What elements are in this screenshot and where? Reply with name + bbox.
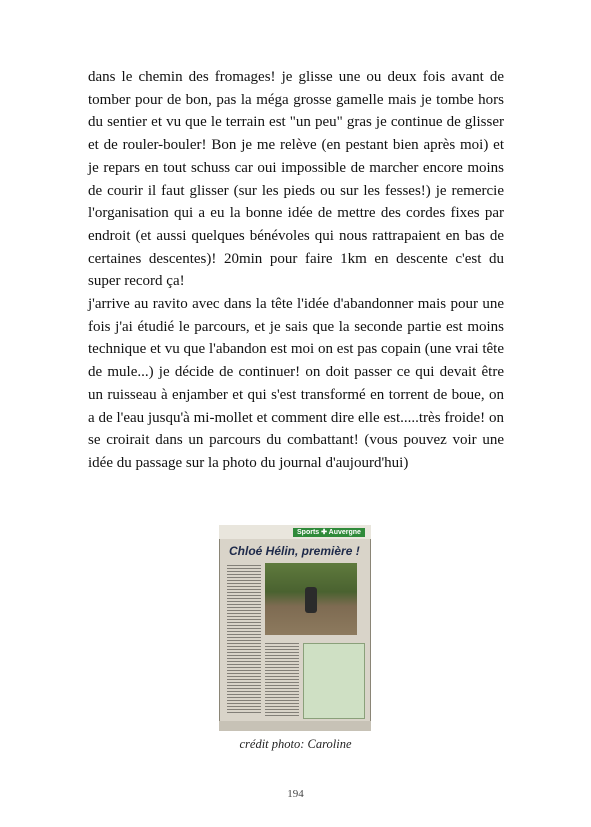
body-text bbox=[88, 66, 504, 475]
paragraph: j'arrive au ravito avec dans la tête l'idée d'abandonner mais pour une fois j'ai étudié le parcours, et je sais que la seconde partie est moins technique et vu que l'abandon est moi on est pas copain (une vrai tête de mule...) je décide de continuer! on doit passer ce qui devait être un ruisseau à enjamber et qui s'est transformé en torrent de boue, on a de l'eau jusqu'à mi-mollet et comment dire elle est.....très froide! on se croirait dans un parcours du combattant! (vous pouvez voir une idée du passage sur la photo du journal d'aujourd'hui) bbox=[88, 296, 504, 471]
newspaper-footer-band bbox=[219, 721, 371, 731]
newspaper-headline: Chloé Hélin, première ! bbox=[229, 544, 360, 558]
newspaper-inline-photo bbox=[265, 563, 357, 635]
page-number: 194 bbox=[287, 788, 304, 800]
newspaper-sidebar-box bbox=[303, 643, 365, 719]
photo-caption: crédit photo: Caroline bbox=[239, 737, 352, 751]
runner-figure bbox=[305, 587, 317, 613]
newspaper-text-column bbox=[265, 643, 299, 717]
newspaper-section-label: Sports ✚ Auvergne bbox=[293, 528, 365, 537]
paragraph: dans le chemin des fromages! je glisse une ou deux fois avant de tomber pour de bon, pas la méga grosse gamelle mais je tombe hors du sentier et vu que le terrain est "un peu" gras je continue de glisser et de rouler-bouler! Bon je me relève (en pestant bien après moi) et je repars en tout schuss car oui impossible de marcher encore moins de courir il faut glisser (sur les pieds ou sur les fesses!) je remercie l'organisation qui a eu la bonne idée de mettre des cordes fixes par endroit (et aussi quelques bénévoles qui nous rattrapaient en bas de certaines descentes)! 20min pour faire 1km en descente c'est du super record ça! bbox=[88, 69, 504, 290]
newspaper-photo bbox=[219, 525, 371, 731]
newspaper-text-column bbox=[227, 565, 261, 715]
